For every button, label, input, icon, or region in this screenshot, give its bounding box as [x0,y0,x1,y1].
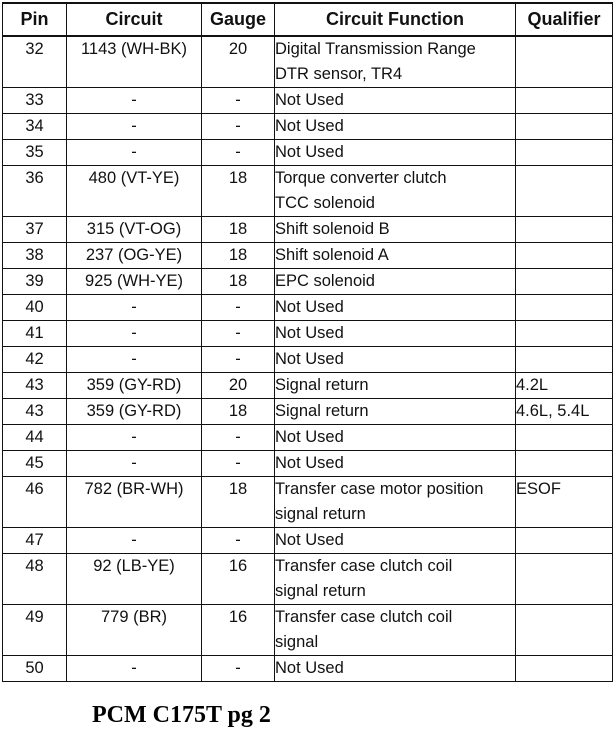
gauge-cell: 18 [202,166,275,217]
qualifier-cell [516,451,613,477]
table-row [3,528,613,554]
gauge-cell: 18 [202,243,275,269]
function-line: signal return [275,582,366,600]
pin-cell: 33 [3,88,67,114]
qualifier-cell: ESOF [516,477,613,528]
gauge-cell: 20 [202,36,275,88]
qualifier-cell [516,217,613,243]
qualifier-cell [516,528,613,554]
pin-cell: 32 [3,36,67,88]
gauge-cell: 16 [202,554,275,605]
function-cell [275,656,516,682]
circuit-cell: 359 (GY-RD) [67,373,202,399]
function-cell [275,114,516,140]
circuit-cell: - [67,88,202,114]
pin-cell: 34 [3,114,67,140]
function-cell [275,477,516,528]
gauge-cell: - [202,321,275,347]
function-line: Not Used [275,428,344,446]
function-cell [275,399,516,425]
gauge-cell: - [202,114,275,140]
function-line: Torque converter clutch [275,169,447,187]
gauge-cell: 18 [202,477,275,528]
function-cell [275,140,516,166]
function-cell [275,321,516,347]
gauge-cell: 18 [202,399,275,425]
function-line: TCC solenoid [275,194,375,212]
function-line: Not Used [275,91,344,109]
function-line: Shift solenoid B [275,220,390,238]
function-line: Not Used [275,143,344,161]
qualifier-cell: 4.2L [516,373,613,399]
circuit-cell: 782 (BR-WH) [67,477,202,528]
pin-cell: 49 [3,605,67,656]
table-row [3,114,613,140]
circuit-cell: - [67,140,202,166]
function-line: Not Used [275,659,344,677]
pin-cell: 40 [3,295,67,321]
qualifier-cell [516,140,613,166]
qualifier-cell: 4.6L, 5.4L [516,399,613,425]
function-line: Signal return [275,376,369,394]
pin-cell: 35 [3,140,67,166]
circuit-cell: - [67,321,202,347]
table-row [3,347,613,373]
function-cell [275,528,516,554]
circuit-cell: 925 (WH-YE) [67,269,202,295]
gauge-cell: 16 [202,605,275,656]
gauge-cell: 18 [202,269,275,295]
pin-cell: 36 [3,166,67,217]
header-pin: Pin [3,3,67,36]
function-cell [275,36,516,88]
function-cell [275,373,516,399]
function-line: Transfer case clutch coil [275,608,453,626]
gauge-cell: - [202,140,275,166]
gauge-cell: - [202,295,275,321]
circuit-cell: - [67,425,202,451]
function-line: Signal return [275,402,369,420]
pin-cell: 41 [3,321,67,347]
circuit-cell: - [67,656,202,682]
table-row [3,295,613,321]
gauge-cell: - [202,347,275,373]
function-cell [275,347,516,373]
function-line: EPC solenoid [275,272,375,290]
header-function: Circuit Function [275,3,516,36]
function-line: Not Used [275,531,344,549]
table-row [3,321,613,347]
qualifier-cell [516,605,613,656]
table-row [3,425,613,451]
function-line: Transfer case motor position [275,480,484,498]
table-row [3,477,613,528]
qualifier-cell [516,269,613,295]
qualifier-cell [516,425,613,451]
function-line: Shift solenoid A [275,246,389,264]
qualifier-cell [516,347,613,373]
qualifier-cell [516,321,613,347]
pin-cell: 48 [3,554,67,605]
pin-table-body [3,36,613,682]
gauge-cell: - [202,425,275,451]
function-line: Not Used [275,298,344,316]
circuit-cell: - [67,528,202,554]
function-line: Not Used [275,454,344,472]
function-line: Not Used [275,350,344,368]
circuit-cell: 779 (BR) [67,605,202,656]
table-row [3,269,613,295]
table-row [3,399,613,425]
function-line: Transfer case clutch coil [275,557,453,575]
pin-cell: 38 [3,243,67,269]
function-line: signal [275,633,319,651]
function-cell [275,217,516,243]
pin-cell: 39 [3,269,67,295]
gauge-cell: - [202,451,275,477]
table-row [3,373,613,399]
circuit-cell: - [67,347,202,373]
pin-cell: 43 [3,373,67,399]
pin-cell: 43 [3,399,67,425]
table-row [3,88,613,114]
pin-cell: 37 [3,217,67,243]
function-line: signal return [275,505,366,523]
function-cell [275,554,516,605]
pin-cell: 44 [3,425,67,451]
function-cell [275,605,516,656]
table-row [3,656,613,682]
table-row [3,554,613,605]
function-cell [275,295,516,321]
function-cell [275,243,516,269]
circuit-cell: 359 (GY-RD) [67,399,202,425]
circuit-cell: 237 (OG-YE) [67,243,202,269]
function-line: Digital Transmission Range [275,40,476,58]
qualifier-cell [516,656,613,682]
qualifier-cell [516,166,613,217]
qualifier-cell [516,243,613,269]
header-row [3,3,613,36]
circuit-cell: 315 (VT-OG) [67,217,202,243]
circuit-cell: - [67,295,202,321]
gauge-cell: - [202,656,275,682]
gauge-cell: - [202,88,275,114]
table-row [3,140,613,166]
circuit-cell: 92 (LB-YE) [67,554,202,605]
pin-cell: 47 [3,528,67,554]
pin-cell: 42 [3,347,67,373]
qualifier-cell [516,36,613,88]
function-line: Not Used [275,324,344,342]
qualifier-cell [516,295,613,321]
gauge-cell: 20 [202,373,275,399]
circuit-cell: 480 (VT-YE) [67,166,202,217]
header-qualifier: Qualifier [516,3,613,36]
table-row [3,605,613,656]
table-row [3,166,613,217]
function-line: Not Used [275,117,344,135]
circuit-cell: - [67,114,202,140]
pin-cell: 45 [3,451,67,477]
gauge-cell: - [202,528,275,554]
pin-cell: 50 [3,656,67,682]
function-cell [275,88,516,114]
function-cell [275,269,516,295]
circuit-cell: 1143 (WH-BK) [67,36,202,88]
function-line: DTR sensor, TR4 [275,65,403,83]
pin-table [2,2,613,682]
function-cell [275,451,516,477]
header-circuit: Circuit [67,3,202,36]
pin-cell: 46 [3,477,67,528]
table-row [3,243,613,269]
function-cell [275,425,516,451]
qualifier-cell [516,114,613,140]
header-gauge: Gauge [202,3,275,36]
gauge-cell: 18 [202,217,275,243]
page-caption: PCM C175T pg 2 [92,702,271,728]
table-row [3,36,613,88]
table-row [3,451,613,477]
qualifier-cell [516,554,613,605]
circuit-cell: - [67,451,202,477]
function-cell [275,166,516,217]
qualifier-cell [516,88,613,114]
table-row [3,217,613,243]
